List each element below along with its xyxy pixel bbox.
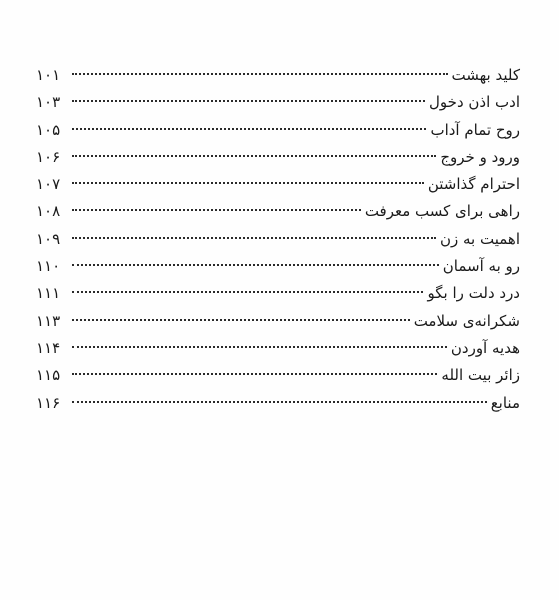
table-of-contents xyxy=(36,62,520,417)
toc-entry xyxy=(36,226,520,253)
toc-dot-leader xyxy=(72,155,436,157)
toc-entry-page: ۱۰۶ xyxy=(36,147,61,166)
toc-dot-leader xyxy=(72,209,361,211)
toc-entry xyxy=(36,144,520,171)
toc-entry xyxy=(36,171,520,198)
toc-dot-leader xyxy=(72,128,426,130)
toc-entry xyxy=(36,89,520,116)
toc-entry-title: راهی برای کسب معرفت xyxy=(364,202,520,221)
toc-entry xyxy=(36,362,520,389)
toc-entry xyxy=(36,117,520,144)
toc-entry xyxy=(36,335,520,362)
toc-dot-leader xyxy=(72,237,436,239)
toc-entry xyxy=(36,390,520,417)
toc-entry-page: ۱۰۱ xyxy=(36,66,61,84)
toc-entry-page: ۱۱۵ xyxy=(36,366,61,385)
toc-entry xyxy=(36,280,520,307)
toc-entry-title: رو به آسمان xyxy=(442,257,520,276)
toc-dot-leader xyxy=(72,182,424,184)
toc-entry-page: ۱۱۶ xyxy=(36,393,61,412)
toc-entry-page: ۱۱۰ xyxy=(36,257,61,276)
toc-entry-page: ۱۰۵ xyxy=(36,120,61,139)
toc-entry-page: ۱۱۱ xyxy=(36,284,61,303)
toc-dot-leader xyxy=(72,373,437,375)
toc-entry-title: درد دلت را بگو xyxy=(427,284,520,303)
toc-entry-title: اهمیت به زن xyxy=(439,229,520,248)
toc-entry-title: روح تمام آداب xyxy=(430,120,520,139)
toc-dot-leader xyxy=(72,291,423,293)
toc-entry-title: کلید بهشت xyxy=(451,66,520,84)
toc-entry-page: ۱۱۴ xyxy=(36,338,61,357)
toc-dot-leader xyxy=(72,264,439,266)
toc-dot-leader xyxy=(72,401,487,403)
toc-entry xyxy=(36,253,520,280)
toc-entry xyxy=(36,308,520,335)
toc-entry-page: ۱۰۹ xyxy=(36,229,61,248)
toc-dot-leader xyxy=(72,319,410,321)
toc-dot-leader xyxy=(72,73,448,75)
toc-entry-title: ادب اذن دخول xyxy=(429,93,520,112)
toc-entry xyxy=(36,198,520,225)
toc-entry-title: احترام گذاشتن xyxy=(427,175,520,194)
toc-entry-page: ۱۰۷ xyxy=(36,175,61,194)
toc-dot-leader xyxy=(72,346,447,348)
toc-entry-page: ۱۰۸ xyxy=(36,202,61,221)
toc-entry-page: ۱۱۳ xyxy=(36,311,61,330)
toc-entry-title: منابع xyxy=(490,393,520,412)
toc-entry-title: ورود و خروج xyxy=(440,147,520,166)
toc-entry-title: زائر بیت الله xyxy=(441,366,520,385)
toc-entry-title: هدیه آوردن xyxy=(450,338,520,357)
toc-dot-leader xyxy=(72,100,425,102)
toc-entry-page: ۱۰۳ xyxy=(36,93,61,112)
toc-entry xyxy=(36,62,520,89)
toc-entry-title: شکرانه‌ی سلامت xyxy=(413,311,520,330)
